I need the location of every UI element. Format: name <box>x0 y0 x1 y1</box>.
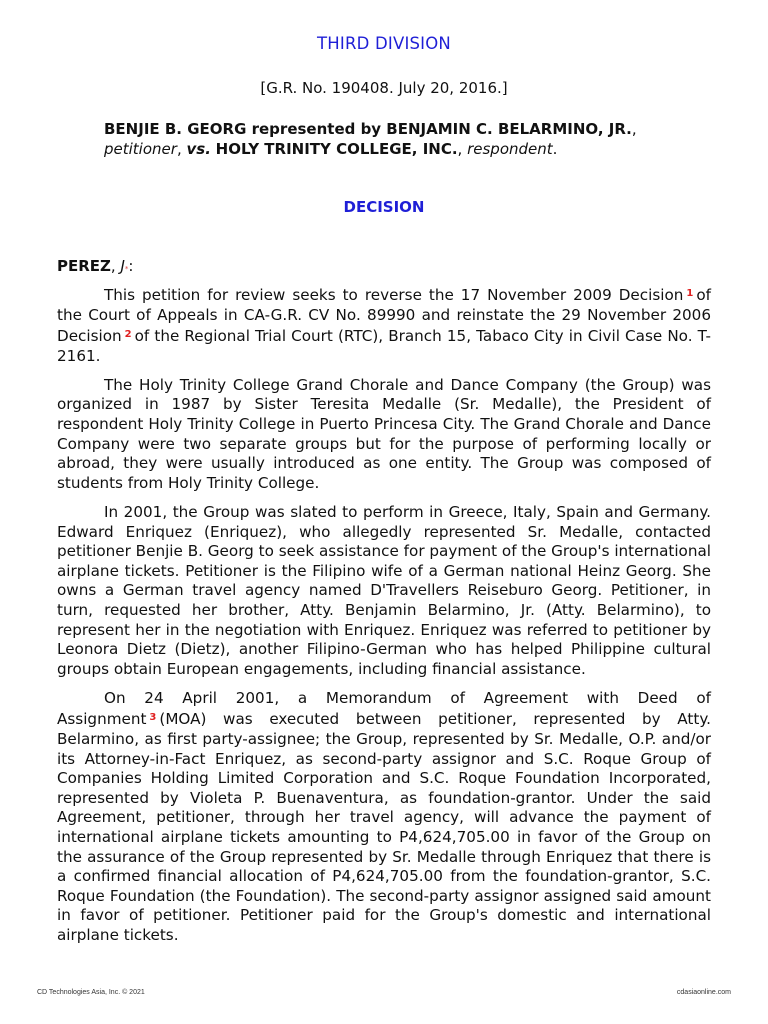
ponente-title: J <box>120 257 125 275</box>
versus: vs. <box>186 139 211 158</box>
respondent-role: respondent <box>467 139 553 158</box>
division-heading: THIRD DIVISION <box>317 34 451 53</box>
paragraph-4 <box>57 689 711 946</box>
paragraph-2: The Holy Trinity College Grand Chorale and Dance Company (the Group) was organized in 1987 by Sister Teresita Medalle (Sr. Medalle), the President of respondent Holy Trinity College in Puerto Princesa City. The Grand Chorale and Dance Company were two separate groups but for the purpose of performing locally or abroad, they were usually introduced as one entity. The Group was composed of students from Holy Trinity College. <box>57 375 711 492</box>
case-number: [G.R. No. 190408. July 20, 2016.] <box>260 79 508 97</box>
paragraph-4-part-a: On 24 April 2001, a Memorandum of Agreement with Deed of Assignment <box>57 688 711 729</box>
footnote-2-link[interactable]: 2 <box>124 329 132 341</box>
case-parties: BENJIE B. GEORG represented by BENJAMIN C. BELARMINO, JR., petitioner, vs. HOLY TRINITY COLLEGE, INC., respondent. <box>104 120 637 158</box>
ponente-name: PEREZ <box>57 257 111 275</box>
footer-site: cdasiaonline.com <box>676 989 731 996</box>
paragraph-1-part-a: This petition for review seeks to reverse the 17 November 2009 Decision <box>104 286 684 304</box>
paragraph-1 <box>57 284 711 366</box>
paragraph-1-part-b: of the Court of Appeals in CA-G.R. CV No. 89990 and reinstate the 29 November 2006 Decision <box>57 286 711 346</box>
footer-copyright: CD Technologies Asia, Inc. © 2021 <box>37 989 145 996</box>
footnote-3-link[interactable]: 3 <box>149 712 157 724</box>
paragraph-4-part-b: (MOA) was executed between petitioner, represented by Atty. Belarmino, as first party-assignee; the Group, represented by Sr. Medalle, O.P. and/or its Attorney-in-Fact Enriquez, as second-party assignor and S.C. Roque Group of Companies Holding Limited Corporation and S.C. Roque Foundation Incorporated, represented by Violeta P. Buenaventura, as foundation-grantor. Under the said Agreement, petitioner, through her travel agency, will advance the payment of international airplane tickets amounting to P4,624,705.00 in favor of the Group on the assurance of the Group represented by Sr. Medalle through Enriquez that there is a confirmed financial allocation of P4,624,705.00 from the foundation-grantor, S.C. Roque Foundation (the Foundation). The second-party assignor assigned said amount in favor of petitioner. Petitioner paid for the Group's domestic and international airplane tickets. <box>57 710 711 944</box>
footnote-1-link[interactable]: 1 <box>686 288 694 299</box>
petitioner-role: petitioner <box>104 139 177 158</box>
respondent-name: HOLY TRINITY COLLEGE, INC. <box>215 139 458 158</box>
ponente-marker: * <box>124 265 129 273</box>
paragraph-1-part-c: of the Regional Trial Court (RTC), Branch 15, Tabaco City in Civil Case No. T-2161. <box>57 327 711 365</box>
decision-body <box>57 284 711 955</box>
paragraph-3: In 2001, the Group was slated to perform in Greece, Italy, Spain and Germany. Edward Enriquez (Enriquez), who allegedly represented Sr. Medalle, contacted petitioner Benjie B. Georg to seek assistance for payment of the Group's international airplane tickets. Petitioner is the Filipino wife of a German national Heinz Georg. She owns a German travel agency named D'Travellers Reiseburo Georg. Petitioner, in turn, requested her brother, Atty. Benjamin Belarmino, Jr. (Atty. Belarmino), to represent her in the negotiation with Enriquez. Enriquez was referred to petitioner by Leonora Dietz (Dietz), another Filipino-German who has helped Philippine cultural groups obtain European engagements, including financial assistance. <box>57 502 711 678</box>
petitioner-name: BENJIE B. GEORG represented by BENJAMIN C. BELARMINO, JR. <box>104 120 632 138</box>
decision-heading: DECISION <box>343 198 425 216</box>
ponente: PEREZ, J*: <box>57 257 134 275</box>
